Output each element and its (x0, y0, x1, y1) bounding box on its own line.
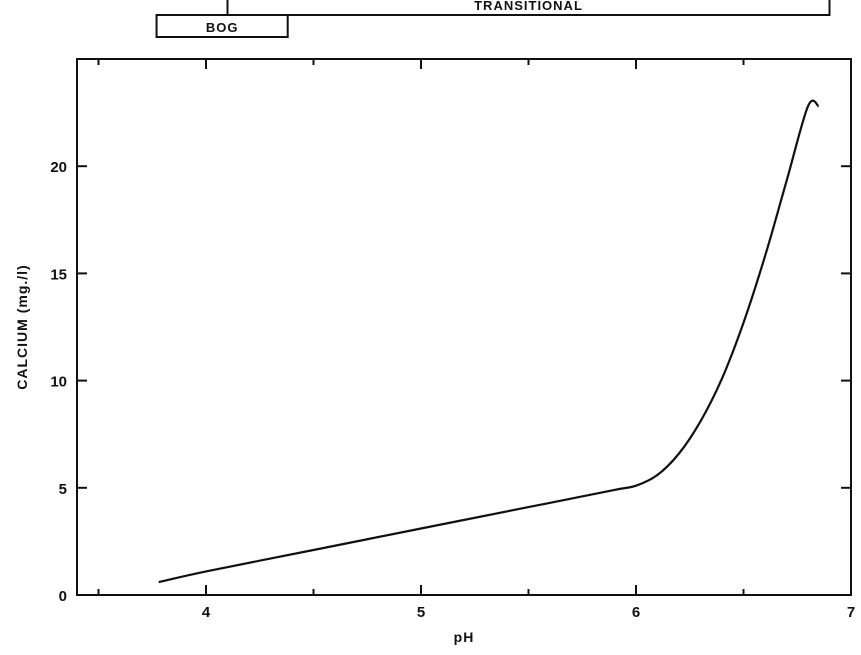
y-tick-label: 5 (58, 480, 67, 498)
axis-ticks (50, 59, 855, 621)
calcium-curve (159, 101, 819, 582)
plot-frame (77, 59, 851, 595)
y-axis-label: CALCIUM (mg./l) (14, 264, 30, 390)
y-tick-label: 15 (50, 266, 67, 284)
x-tick-label: 7 (846, 604, 856, 621)
x-tick-label: 5 (416, 604, 426, 621)
y-tick-label: 10 (50, 373, 67, 391)
y-tick-label: 0 (58, 588, 67, 605)
range-label-transitional: TRANSITIONAL (474, 0, 583, 13)
x-tick-label: 4 (201, 604, 211, 621)
x-tick-label: 6 (631, 604, 641, 621)
x-axis-label: pH (453, 629, 475, 645)
y-tick-label: 20 (50, 159, 67, 177)
series-layer (159, 101, 819, 582)
range-bars (157, 0, 830, 37)
range-label-bog: BOG (205, 20, 239, 35)
